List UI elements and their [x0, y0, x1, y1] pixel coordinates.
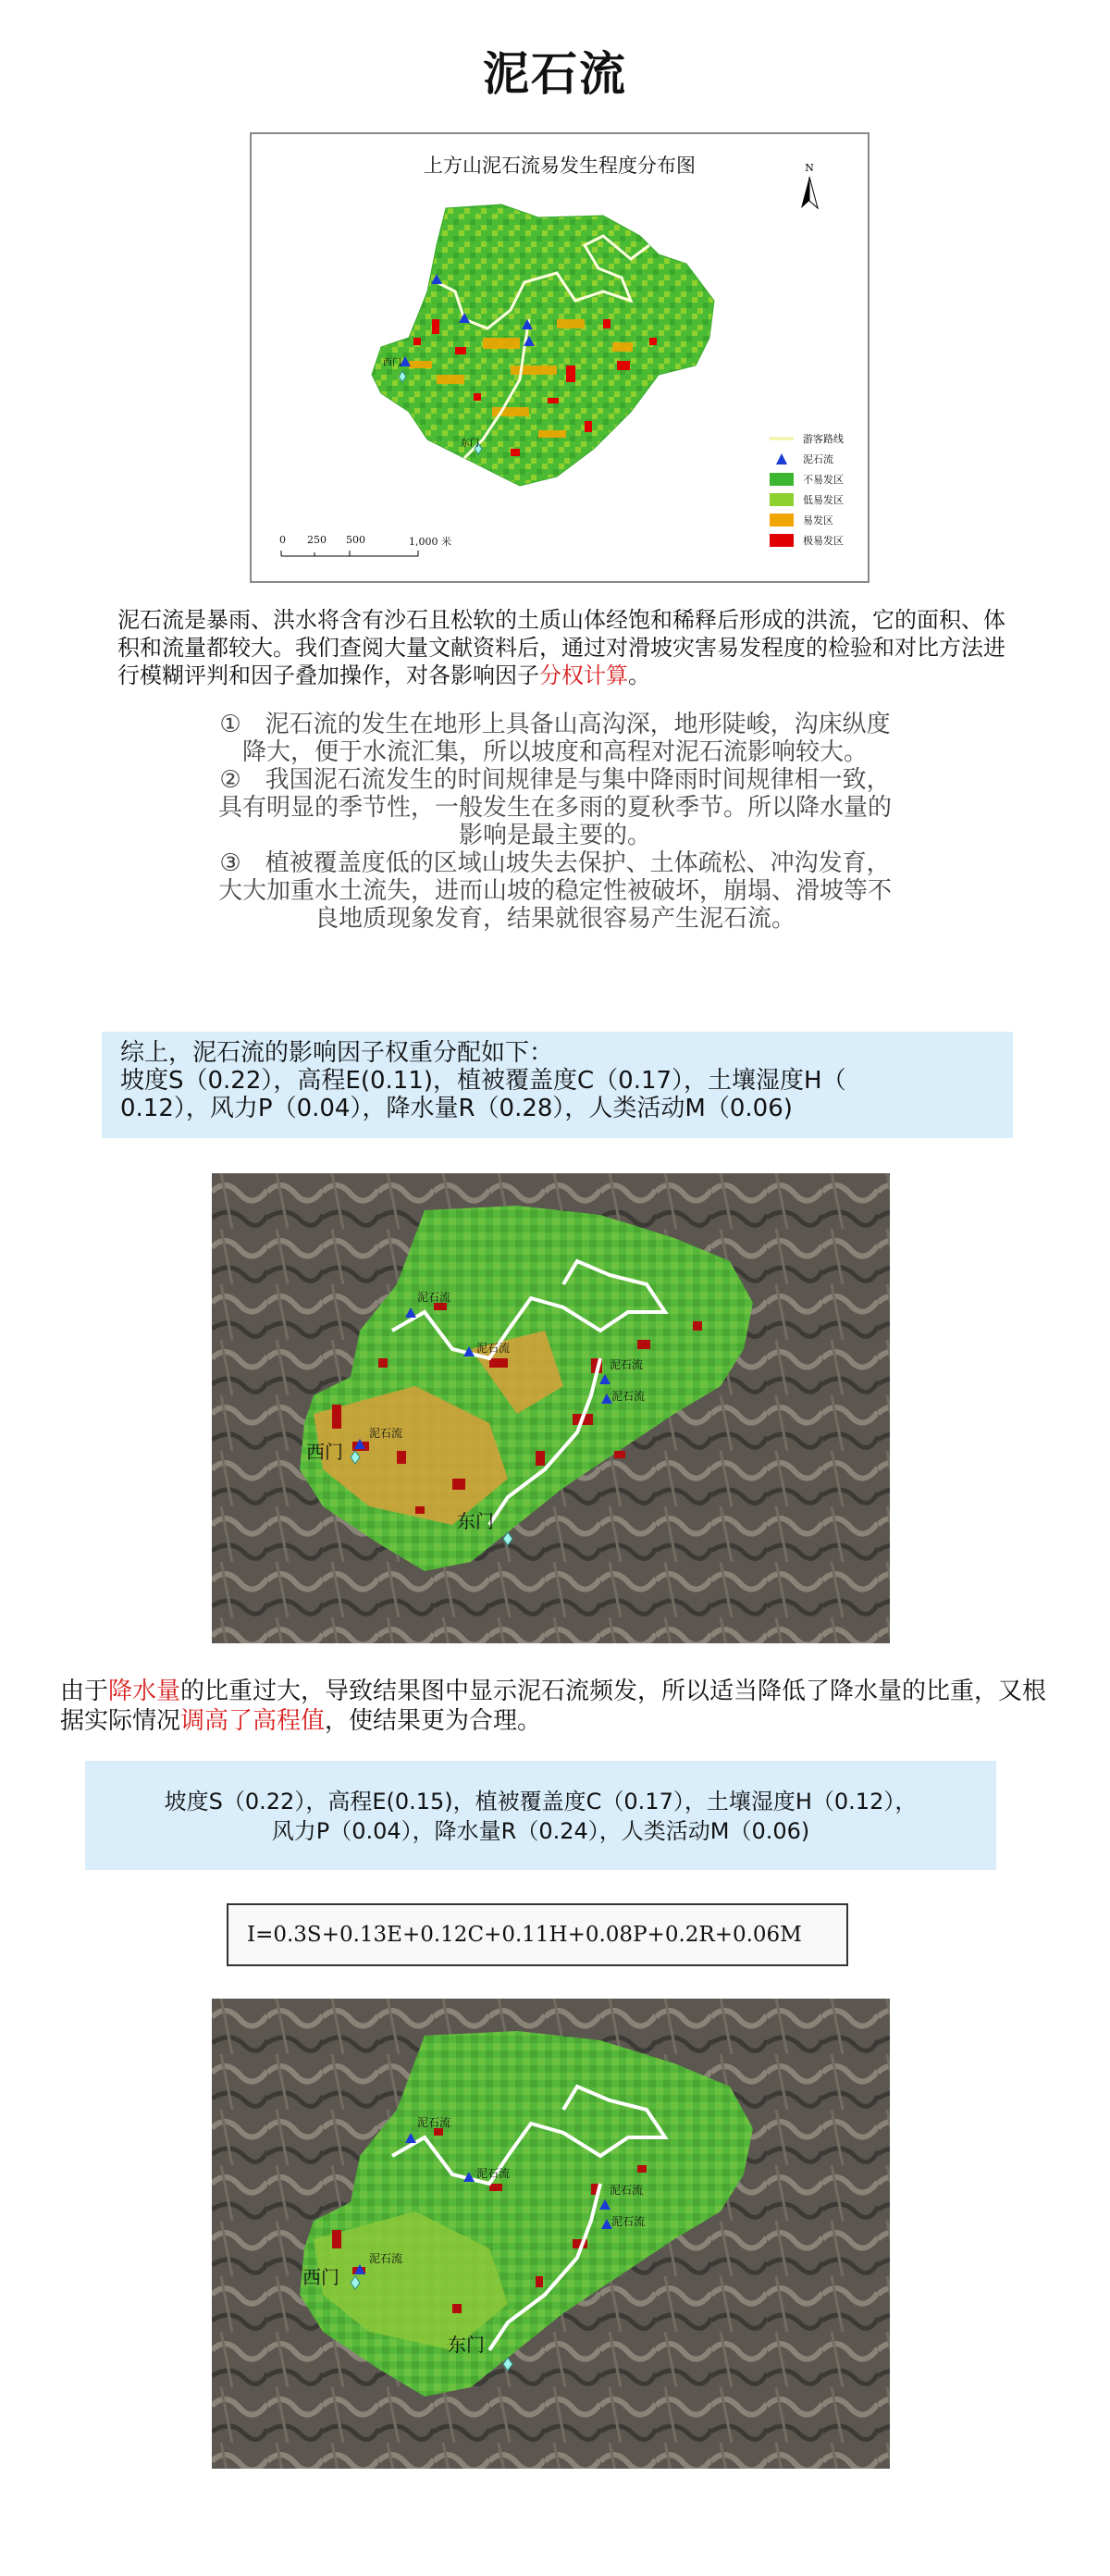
east-gate-label: 东门 — [457, 1510, 494, 1532]
debris-label: 泥石流 — [369, 2252, 403, 2265]
north-arrow-icon — [796, 162, 823, 217]
susceptibility-map — [250, 132, 870, 583]
weights-line: 坡度S（0.22），高程E(0.15)，植被覆盖度C（0.17），土壤湿度H（0.12）， — [164, 1789, 918, 1814]
result-map-2 — [212, 1999, 890, 2469]
scale-bar: 0 250 500 1,000 米 — [279, 534, 451, 548]
legend-item-debris: 泥石流 — [770, 449, 844, 469]
legend-item-high: 极易发区 — [770, 530, 844, 551]
debris-label: 泥石流 — [476, 1342, 511, 1355]
factor-list — [213, 711, 897, 933]
factor-item: ② 我国泥石流发生的时间规律是与集中降雨时间规律相一致，具有明显的季节性，一般发生在多雨的夏秋季节。所以降水量的影响是最主要的。 — [217, 766, 892, 849]
debris-label: 泥石流 — [476, 2167, 511, 2180]
triangle-icon — [770, 452, 794, 465]
legend-item-route: 游客路线 — [803, 433, 844, 445]
west-gate-label: 西门 — [306, 1441, 343, 1463]
map1-west-gate-label: 西门 — [383, 358, 401, 368]
weights-heading: 综上，泥石流的影响因子权重分配如下： — [120, 1039, 554, 1067]
weights-line: 风力P（0.04），降水量R（0.24），人类活动M（0.06) — [271, 1818, 810, 1844]
weights-box-2 — [85, 1761, 996, 1870]
debris-label: 泥石流 — [610, 1358, 644, 1371]
west-gate-label: 西门 — [302, 2266, 339, 2288]
north-label: N — [805, 162, 814, 174]
map-legend — [770, 428, 844, 551]
debris-label: 泥石流 — [611, 2215, 646, 2228]
highlight-weighting: 分权计算 — [539, 663, 628, 688]
weights-line: 0.12），风力P（0.04），降水量R（0.28），人类活动M（0.06) — [120, 1095, 793, 1122]
debris-label: 泥石流 — [610, 2184, 644, 2197]
page-title: 泥石流 — [483, 47, 627, 101]
map1-east-gate-label: 东门 — [461, 439, 479, 449]
debris-label: 泥石流 — [417, 1291, 451, 1304]
debris-label: 泥石流 — [369, 1427, 403, 1440]
factor-item: ① 泥石流的发生在地形上具备山高沟深，地形陡峻，沟床纵度降大，便于水流汇集，所以坡度和高程对泥石流影响较大。 — [219, 711, 891, 766]
map-title: 上方山泥石流易发生程度分布图 — [424, 155, 696, 177]
formula-box: I=0.3S+0.13E+0.12C+0.11H+0.08P+0.2R+0.06M — [227, 1903, 848, 1966]
result-map-1 — [212, 1173, 890, 1643]
susceptibility-map-area — [326, 180, 751, 532]
factor-item: ③ 植被覆盖度低的区域山坡失去保护、土体疏松、冲沟发育，大大加重水土流失，进而山坡的稳定性被破坏，崩塌、滑坡等不良地质现象发育，结果就很容易产生泥石流。 — [217, 849, 892, 933]
adjustment-paragraph: 由于降水量的比重过大，导致结果图中显示泥石流频发，所以适当降低了降水量的比重，又根据实际情况调高了高程值，使结果更为合理。 — [60, 1678, 1047, 1735]
debris-label: 泥石流 — [611, 1390, 646, 1403]
legend-item-none: 不易发区 — [770, 469, 844, 489]
debris-label: 泥石流 — [417, 2116, 451, 2129]
intro-paragraph: 泥石流是暴雨、洪水将含有沙石且松软的土质山体经饱和稀释后形成的洪流，它的面积、体积和流量都较大。我们查阅大量文献资料后，通过对滑坡灾害易发程度的检验和对比方法进行模糊评判和因子叠加操作，对各影响因子分权计算。 — [117, 607, 1005, 688]
east-gate-label: 东门 — [448, 2334, 485, 2356]
highlight-elevation: 调高了高程值 — [180, 1707, 326, 1735]
weights-box-1 — [102, 1032, 1013, 1138]
legend-item-prone: 易发区 — [770, 510, 844, 530]
weights-line: 坡度S（0.22），高程E(0.11)，植被覆盖度C（0.17），土壤湿度H（ — [120, 1067, 846, 1095]
highlight-rainfall: 降水量 — [108, 1678, 181, 1705]
legend-item-low: 低易发区 — [770, 489, 844, 510]
